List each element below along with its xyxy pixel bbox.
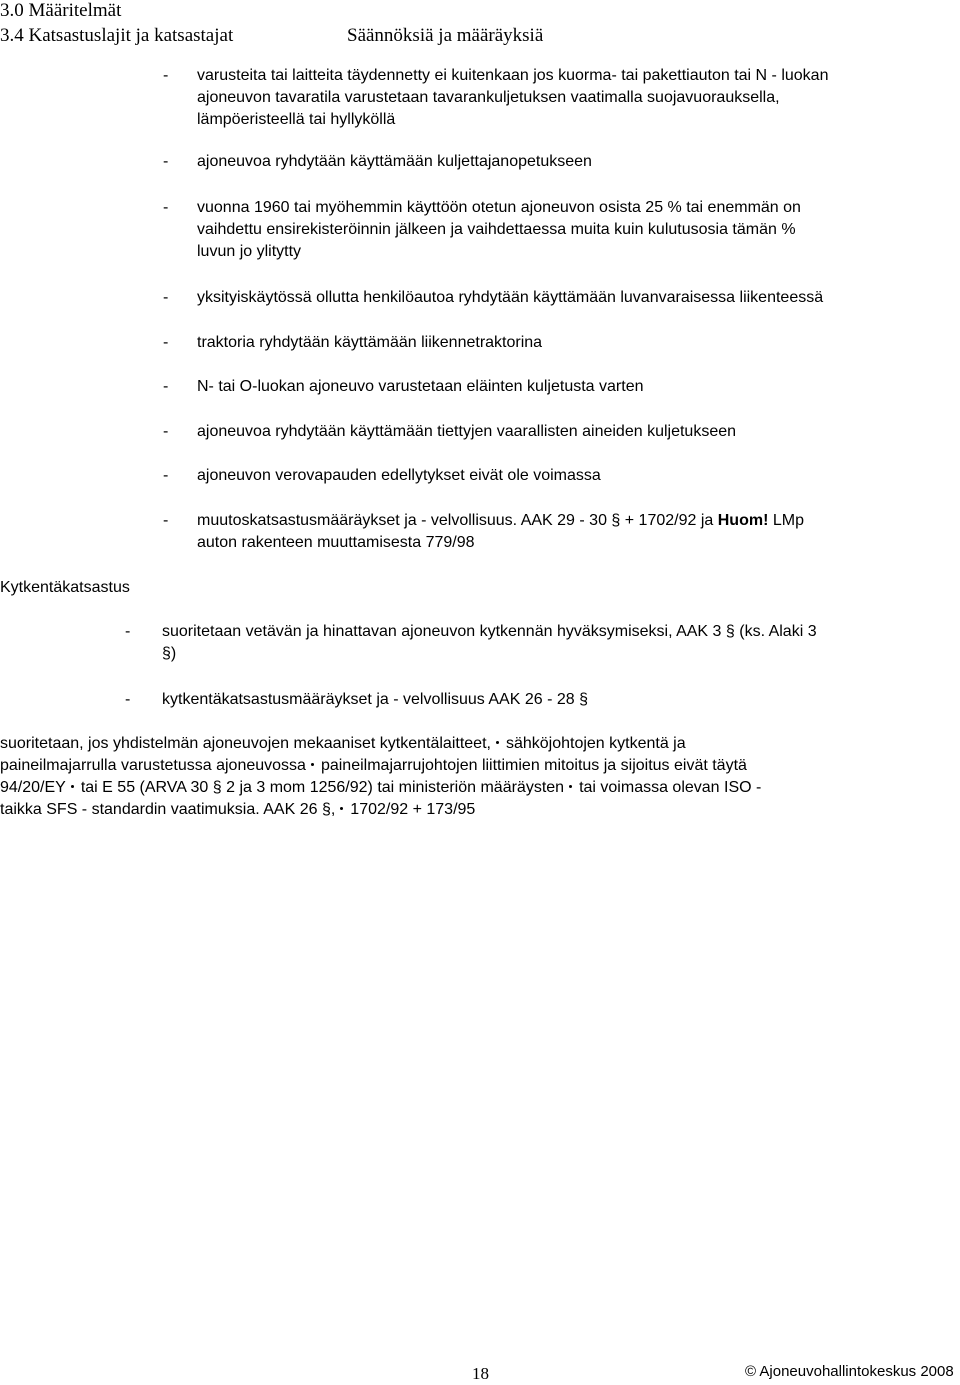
list-item-line: ajoneuvoa ryhdytään käyttämään kuljettajanopetukseen xyxy=(197,153,592,170)
section-subtitle: Säännöksiä ja määräyksiä xyxy=(347,25,544,46)
section-symbol: § xyxy=(212,779,222,796)
list-dash: - xyxy=(163,334,169,351)
bullet-dot-icon xyxy=(496,741,499,744)
list-item-line: vuonna 1960 tai myöhemmin käyttöön otetun ajoneuvon osista 25 % tai enemmän on xyxy=(197,199,801,216)
list-item-line xyxy=(162,643,817,665)
section-symbol: § xyxy=(611,512,621,529)
text-segment: 2 ja 3 mom 1256/92) tai ministeriön määräysten xyxy=(221,779,565,796)
section-symbol: § xyxy=(725,623,735,640)
bullet-dot-icon xyxy=(340,807,343,810)
section-symbol: § xyxy=(162,645,171,662)
list-item-line: ajoneuvon verovapauden edellytykset eivät ole voimassa xyxy=(197,467,601,484)
list-dash: - xyxy=(163,153,169,170)
text-segment: suoritetaan, jos yhdistelmän ajoneuvojen mekaaniset kytkentälaitteet, xyxy=(0,735,491,752)
list-item-line: auton rakenteen muuttamisesta 779/98 xyxy=(197,534,475,551)
list-item-line: traktoria ryhdytään käyttämään liikennetraktorina xyxy=(197,334,543,351)
text-segment: suoritetaan vetävän ja hinattavan ajoneuvon kytkennän hyväksymiseksi, AAK 3 xyxy=(162,623,726,640)
list-dash: - xyxy=(163,67,169,84)
list-dash: - xyxy=(163,378,169,395)
paragraph-line xyxy=(0,799,761,821)
list-item-line: varusteita tai laitteita täydennetty ei kuitenkaan jos kuorma- tai pakettiauton tai N - luokan xyxy=(197,67,829,84)
list-dash: - xyxy=(163,289,169,306)
text-segment: taikka SFS - standardin vaatimuksia. AAK 26 xyxy=(0,801,322,818)
list-dash: - xyxy=(163,467,169,484)
list-item-line: luvun jo ylitytty xyxy=(197,243,302,260)
text-segment: paineilmajarrulla varustetussa ajoneuvossa xyxy=(0,757,306,774)
bullet-dot-icon xyxy=(311,763,314,766)
section-title: 3.4 Katsastuslajit ja katsastajat xyxy=(0,25,234,46)
list-item-line: ajoneuvoa ryhdytään käyttämään tiettyjen vaarallisten aineiden kuljetukseen xyxy=(197,423,737,440)
huom-note: Huom! xyxy=(717,512,769,529)
list-dash: - xyxy=(163,512,169,529)
list-dash: - xyxy=(163,199,169,216)
list-item-line: vaihdettu ensirekisteröinnin jälkeen ja vaihdettaessa muita kuin kulutusosia tämän % xyxy=(197,221,796,238)
text-segment: tai voimassa olevan ISO - xyxy=(579,779,762,796)
text-segment: , xyxy=(330,801,336,818)
list-item-line xyxy=(197,510,804,532)
list-dash: - xyxy=(125,691,131,708)
text-segment: (ks. Alaki 3 xyxy=(734,623,817,640)
list-item-line: lämpöeristeellä tai hyllyköllä xyxy=(197,111,396,128)
copyright-notice: © Ajoneuvohallintokeskus 2008 xyxy=(745,1363,954,1380)
section-symbol: § xyxy=(579,691,588,708)
list-item-line xyxy=(162,621,817,643)
text-segment: sähköjohtojen kytkentä ja xyxy=(505,735,686,752)
text-segment: LMp xyxy=(768,512,804,529)
coupling-paragraph xyxy=(0,733,761,821)
list-dash: - xyxy=(163,423,169,440)
text-segment: kytkentäkatsastusmääräykset ja - velvollisuus AAK 26 - 28 xyxy=(162,691,580,708)
text-segment: 94/20/EY xyxy=(0,779,66,796)
text-segment: 1702/92 + 173/95 xyxy=(350,801,476,818)
section-symbol: § xyxy=(321,801,331,818)
bullet-dot-icon xyxy=(71,785,74,788)
side-label-kytkentakatsastus: Kytkentäkatsastus xyxy=(0,579,130,596)
list-item-line: N- tai O-luokan ajoneuvo varustetaan eläinten kuljetusta varten xyxy=(197,378,644,395)
chapter-title: 3.0 Määritelmät xyxy=(0,0,122,21)
text-segment: muutoskatsastusmääräykset ja - velvollisuus. AAK 29 - 30 xyxy=(197,512,612,529)
paragraph-line xyxy=(0,733,761,755)
text-segment: ) xyxy=(170,645,177,662)
bullet-dot-icon xyxy=(569,785,572,788)
paragraph-line xyxy=(0,755,761,777)
text-segment: + 1702/92 ja xyxy=(620,512,718,529)
list-item-line: ajoneuvon tavaratila varustetaan tavarankuljetuksen vaatimalla suojavuorauksella, xyxy=(197,89,780,106)
page-number: 18 xyxy=(472,1364,489,1383)
paragraph-line xyxy=(0,777,761,799)
text-segment: paineilmajarrujohtojen liittimien mitoitus ja sijoitus eivät täytä xyxy=(320,757,747,774)
list-item-line: yksityiskäytössä ollutta henkilöautoa ryhdytään käyttämään luvanvaraisessa liikenteessä xyxy=(197,289,824,306)
list-dash: - xyxy=(125,623,131,640)
text-segment: tai E 55 (ARVA 30 xyxy=(80,779,213,796)
list-item-line xyxy=(162,689,588,711)
